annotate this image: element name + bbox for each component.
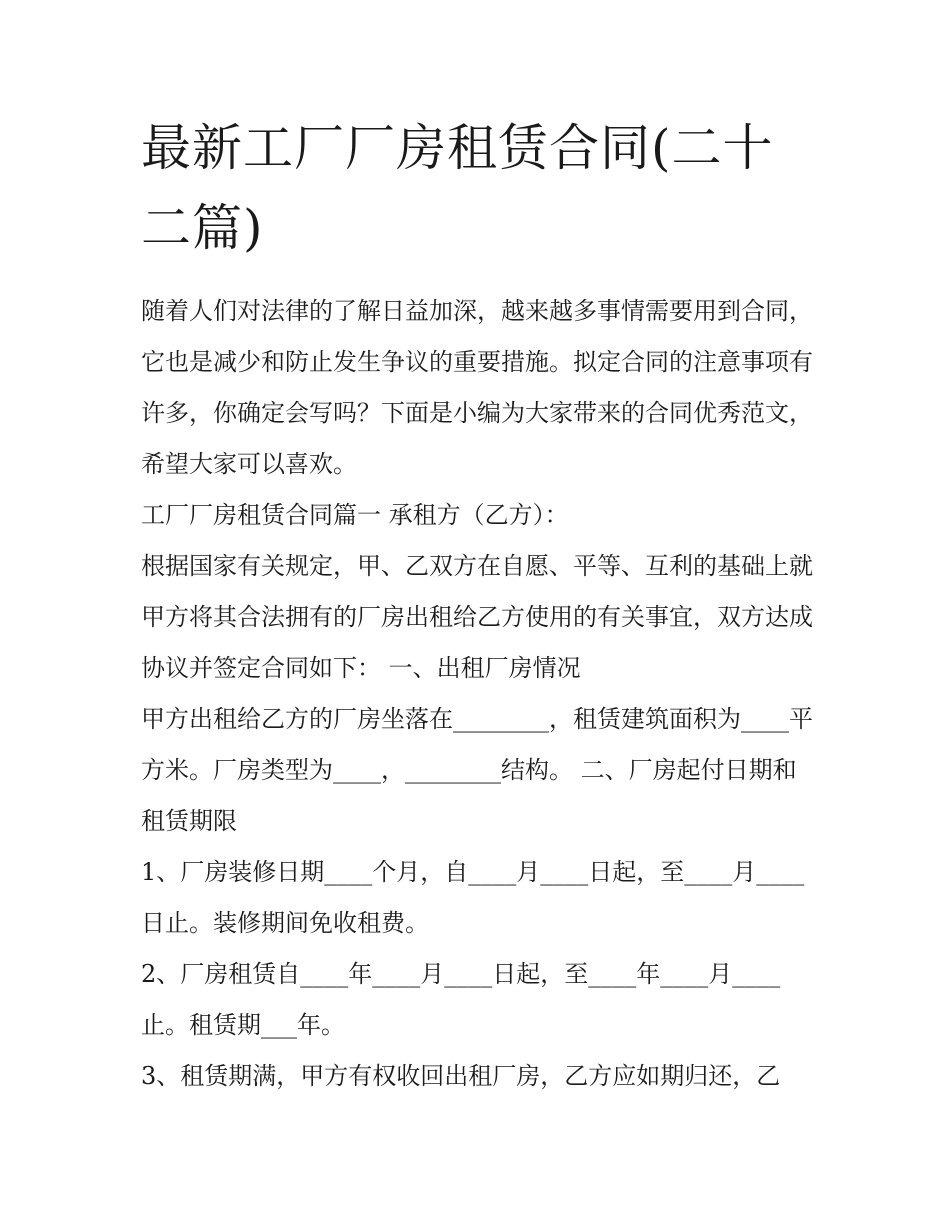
clause-1-paragraph: 1、厂房装修日期____个月，自____月____日起，至____月____日止。装修期间免收租费。 xyxy=(141,858,805,937)
document-page xyxy=(141,108,813,1102)
clause-2-paragraph: 2、厂房租赁自____年____月____日起，至____年____月____止。租赁期___年。 xyxy=(141,960,781,1039)
preamble-paragraph: 根据国家有关规定，甲、乙双方在自愿、平等、互利的基础上就甲方将其合法拥有的厂房出租给乙方使用的有关事宜，双方达成协议并签定合同如下： 一、出租厂房情况 xyxy=(141,552,813,682)
section-heading-paragraph: 工厂厂房租赁合同篇一 承租方（乙方）： xyxy=(141,501,569,529)
property-info-paragraph: 甲方出租给乙方的厂房坐落在________，租赁建筑面积为____平方米。厂房类型为____，________结构。 二、厂房起付日期和租赁期限 xyxy=(141,705,813,835)
intro-paragraph: 随着人们对法律的了解日益加深，越来越多事情需要用到合同，它也是减少和防止发生争议的重要措施。拟定合同的注意事项有许多，你确定会写吗？下面是小编为大家带来的合同优秀范文，希望大家可以喜欢。 xyxy=(141,297,813,478)
clause-3-paragraph: 3、租赁期满，甲方有权收回出租厂房，乙方应如期归还，乙 xyxy=(141,1062,781,1090)
document-body xyxy=(141,286,813,1102)
document-title: 最新工厂厂房租赁合同(二十二篇) xyxy=(141,119,774,257)
